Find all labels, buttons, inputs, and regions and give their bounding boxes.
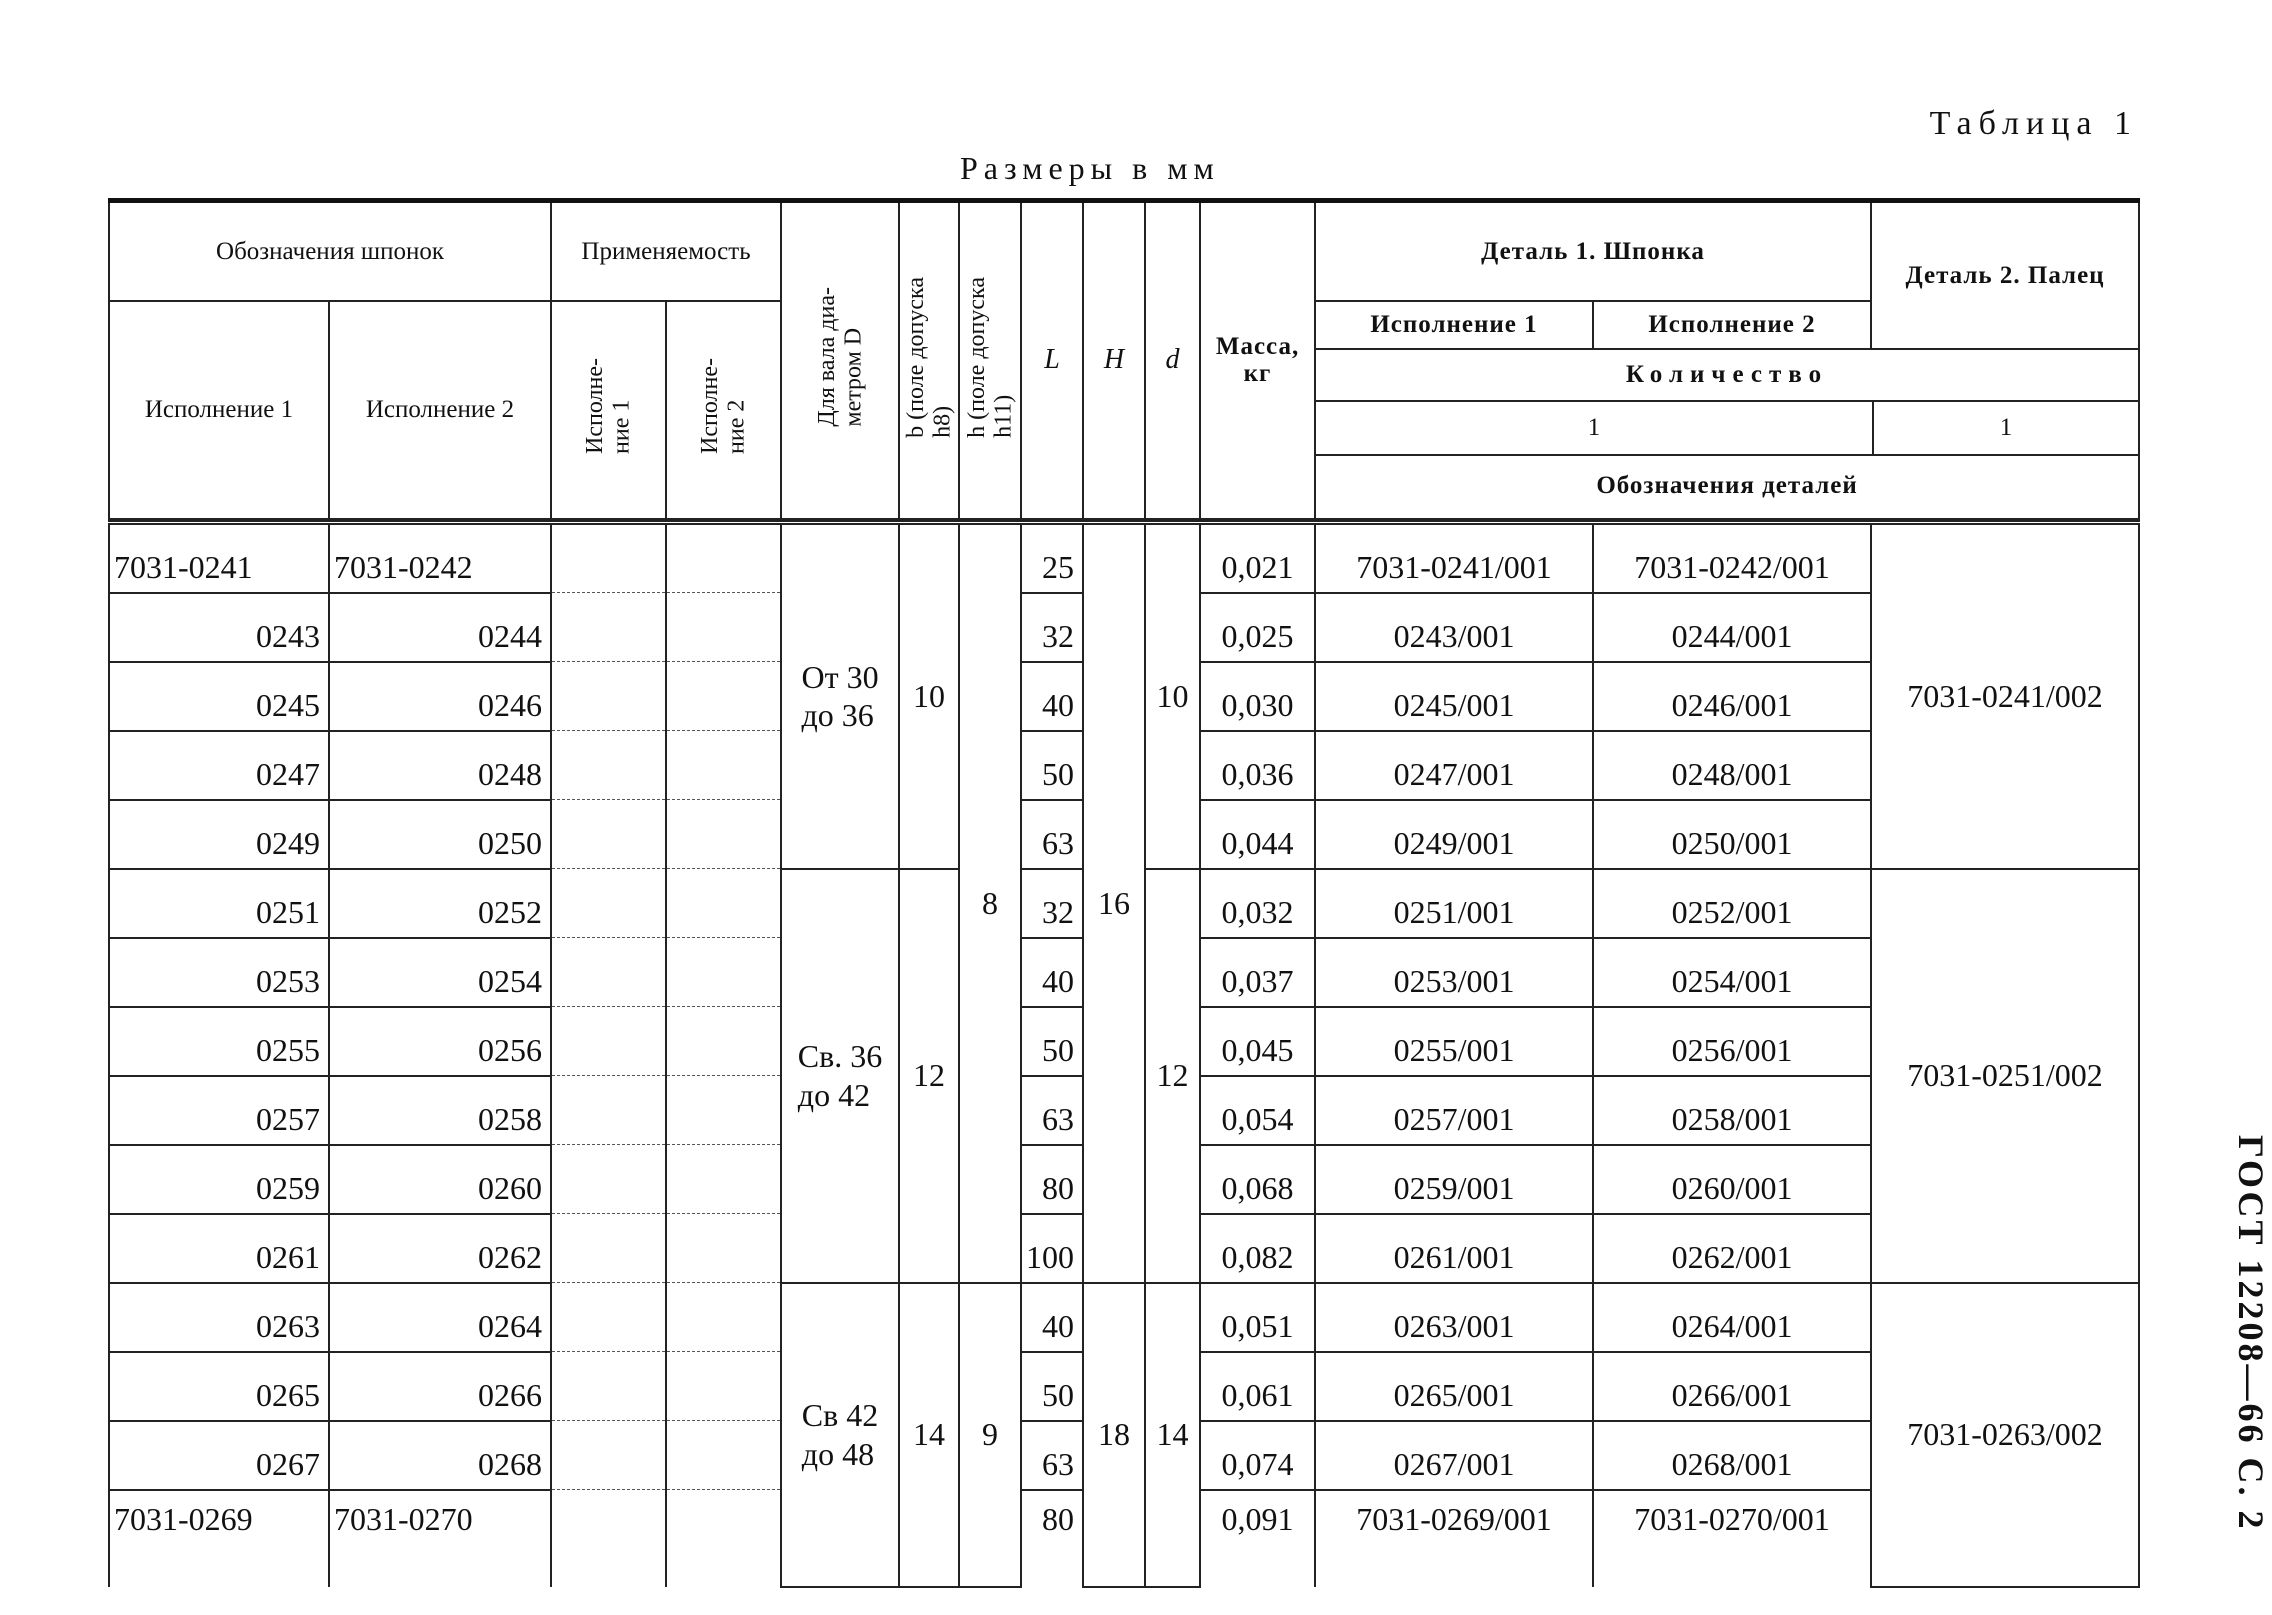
d-value: 10 — [1145, 522, 1200, 869]
applicability-v2 — [666, 522, 781, 593]
mass-value: 0,091 — [1200, 1490, 1315, 1587]
part1-designation: 0259/001 — [1315, 1145, 1593, 1214]
part1-designation: 0249/001 — [1315, 800, 1593, 869]
L-value: 63 — [1021, 1421, 1083, 1490]
designation-v1: 0251 — [109, 869, 329, 938]
applicability-v2 — [666, 1007, 781, 1076]
shaft-diameter — [781, 522, 899, 869]
applicability-v2 — [666, 800, 781, 869]
part1-v2-designation: 7031-0270/001 — [1593, 1490, 1871, 1587]
part1-designation: 0263/001 — [1315, 1283, 1593, 1352]
applicability-v1 — [551, 1007, 666, 1076]
header-mass: Масса, кг — [1200, 201, 1315, 519]
designation-v2: 0244 — [329, 593, 551, 662]
part1-designation: 0251/001 — [1315, 869, 1593, 938]
designation-v1: 7031-0241 — [109, 522, 329, 593]
shaft-diameter — [781, 1283, 899, 1587]
part1-designation: 0255/001 — [1315, 1007, 1593, 1076]
part1-v2-designation: 0252/001 — [1593, 869, 1871, 938]
designation-v1: 7031-0269 — [109, 1490, 329, 1587]
mass-value: 0,051 — [1200, 1283, 1315, 1352]
applicability-v1 — [551, 593, 666, 662]
header-h: h (поле допуска h11) — [959, 201, 1021, 519]
applicability-v1 — [551, 662, 666, 731]
L-value: 40 — [1021, 1283, 1083, 1352]
L-value: 50 — [1021, 731, 1083, 800]
part1-v2-designation: 0260/001 — [1593, 1145, 1871, 1214]
applicability-v1 — [551, 1421, 666, 1490]
part1-v2-designation: 0262/001 — [1593, 1214, 1871, 1283]
designation-v2: 0268 — [329, 1421, 551, 1490]
part1-v2-designation: 0256/001 — [1593, 1007, 1871, 1076]
designation-v1: 0245 — [109, 662, 329, 731]
mass-value: 0,032 — [1200, 869, 1315, 938]
part1-designation: 0265/001 — [1315, 1352, 1593, 1421]
designation-v1: 0249 — [109, 800, 329, 869]
applicability-v1 — [551, 1490, 666, 1587]
standard-side-label: ГОСТ 12208—66 С. 2 — [2231, 1135, 2271, 1532]
part1-designation: 0261/001 — [1315, 1214, 1593, 1283]
designation-v2: 0246 — [329, 662, 551, 731]
header-part1-v1: Исполнение 1 — [1315, 301, 1593, 349]
applicability-v2 — [666, 1283, 781, 1352]
L-value: 40 — [1021, 938, 1083, 1007]
b-value: 12 — [899, 869, 959, 1283]
designation-v1: 0267 — [109, 1421, 329, 1490]
d-value: 12 — [1145, 869, 1200, 1283]
designation-v1: 0255 — [109, 1007, 329, 1076]
header-part2: Деталь 2. Палец — [1871, 201, 2139, 349]
header-part-designations: Обозначения деталей — [1596, 471, 1858, 499]
mass-value: 0,030 — [1200, 662, 1315, 731]
header-quantity-block — [1315, 349, 2139, 519]
applicability-v2 — [666, 869, 781, 938]
applicability-v1 — [551, 1283, 666, 1352]
header-b: b (поле допуска h8) — [899, 201, 959, 519]
header-appl-v2: Исполне- ние 2 — [666, 301, 781, 519]
L-value: 40 — [1021, 662, 1083, 731]
applicability-v1 — [551, 800, 666, 869]
designation-v1: 0257 — [109, 1076, 329, 1145]
part1-designation: 0245/001 — [1315, 662, 1593, 731]
L-value: 32 — [1021, 869, 1083, 938]
part1-v2-designation: 7031-0242/001 — [1593, 522, 1871, 593]
mass-value: 0,037 — [1200, 938, 1315, 1007]
header-quantity: Количество — [1316, 350, 2138, 402]
shaft-diameter — [781, 869, 899, 1283]
applicability-v2 — [666, 1352, 781, 1421]
designation-v2: 7031-0270 — [329, 1490, 551, 1587]
shaft-diameter-text: От 30 до 36 — [801, 658, 879, 733]
H-value: 18 — [1083, 1283, 1145, 1587]
applicability-v1 — [551, 731, 666, 800]
mass-value: 0,044 — [1200, 800, 1315, 869]
header-part1: Деталь 1. Шпонка — [1315, 201, 1871, 301]
finger-designation: 7031-0263/002 — [1871, 1283, 2139, 1587]
designation-v2: 7031-0242 — [329, 522, 551, 593]
header-designation: Обозначения шпонок — [109, 201, 551, 301]
applicability-v2 — [666, 593, 781, 662]
part1-v2-designation: 0268/001 — [1593, 1421, 1871, 1490]
L-value: 63 — [1021, 800, 1083, 869]
designation-v2: 0250 — [329, 800, 551, 869]
mass-value: 0,036 — [1200, 731, 1315, 800]
designation-v2: 0260 — [329, 1145, 551, 1214]
table-row — [109, 522, 2139, 593]
applicability-v2 — [666, 731, 781, 800]
header-shaft-diameter: Для вала диа- метром D — [781, 201, 899, 519]
applicability-v2 — [666, 1214, 781, 1283]
designation-v1: 0253 — [109, 938, 329, 1007]
part1-v2-designation: 0246/001 — [1593, 662, 1871, 731]
applicability-v1 — [551, 1352, 666, 1421]
finger-designation: 7031-0241/002 — [1871, 522, 2139, 869]
part1-designation: 0247/001 — [1315, 731, 1593, 800]
table-caption: Размеры в мм — [960, 150, 1220, 186]
part1-designation: 0243/001 — [1315, 593, 1593, 662]
designation-v2: 0266 — [329, 1352, 551, 1421]
header-applicability: Применяемость — [551, 201, 781, 301]
shaft-diameter-text: Св. 36 до 42 — [797, 1038, 883, 1113]
h-value: 9 — [959, 1283, 1021, 1587]
applicability-v2 — [666, 1076, 781, 1145]
designation-v2: 0254 — [329, 938, 551, 1007]
designation-v1: 0243 — [109, 593, 329, 662]
applicability-v2 — [666, 1145, 781, 1214]
header-part1-v2: Исполнение 2 — [1593, 301, 1871, 349]
header-appl-v1: Исполне- ние 1 — [551, 301, 666, 519]
designation-v2: 0256 — [329, 1007, 551, 1076]
L-value: 50 — [1021, 1007, 1083, 1076]
applicability-v1 — [551, 1145, 666, 1214]
mass-value: 0,061 — [1200, 1352, 1315, 1421]
table-label: Таблица 1 — [1929, 105, 2138, 142]
designation-v1: 0263 — [109, 1283, 329, 1352]
applicability-v1 — [551, 1214, 666, 1283]
applicability-v2 — [666, 662, 781, 731]
d-value: 14 — [1145, 1283, 1200, 1587]
L-value: 32 — [1021, 593, 1083, 662]
designation-v2: 0264 — [329, 1283, 551, 1352]
mass-value: 0,045 — [1200, 1007, 1315, 1076]
h-value: 8 — [959, 522, 1021, 1283]
dimensions-table — [108, 198, 2140, 1588]
part1-designation: 7031-0269/001 — [1315, 1490, 1593, 1587]
b-value: 14 — [899, 1283, 959, 1587]
designation-v1: 0247 — [109, 731, 329, 800]
shaft-diameter-text: Св 42 до 48 — [801, 1397, 879, 1472]
header-qty1: 1 — [1316, 402, 1874, 454]
designation-v1: 0265 — [109, 1352, 329, 1421]
part1-v2-designation: 0264/001 — [1593, 1283, 1871, 1352]
applicability-v1 — [551, 1076, 666, 1145]
header-H: H — [1083, 201, 1145, 519]
designation-v2: 0258 — [329, 1076, 551, 1145]
b-value: 10 — [899, 522, 959, 869]
part1-v2-designation: 0250/001 — [1593, 800, 1871, 869]
header-d: d — [1145, 201, 1200, 519]
mass-value: 0,021 — [1200, 522, 1315, 593]
header-version1: Исполнение 1 — [109, 301, 329, 519]
L-value: 50 — [1021, 1352, 1083, 1421]
L-value: 80 — [1021, 1145, 1083, 1214]
header-version2: Исполнение 2 — [329, 301, 551, 519]
designation-v1: 0261 — [109, 1214, 329, 1283]
part1-designation: 0253/001 — [1315, 938, 1593, 1007]
table-body — [109, 522, 2139, 1587]
applicability-v1 — [551, 869, 666, 938]
mass-value: 0,054 — [1200, 1076, 1315, 1145]
L-value: 100 — [1021, 1214, 1083, 1283]
part1-v2-designation: 0266/001 — [1593, 1352, 1871, 1421]
applicability-v1 — [551, 938, 666, 1007]
designation-v1: 0259 — [109, 1145, 329, 1214]
L-value: 80 — [1021, 1490, 1083, 1587]
part1-v2-designation: 0244/001 — [1593, 593, 1871, 662]
part1-designation: 7031-0241/001 — [1315, 522, 1593, 593]
mass-value: 0,074 — [1200, 1421, 1315, 1490]
H-value: 16 — [1083, 522, 1145, 1283]
part1-v2-designation: 0254/001 — [1593, 938, 1871, 1007]
part1-designation: 0267/001 — [1315, 1421, 1593, 1490]
designation-v2: 0252 — [329, 869, 551, 938]
part1-designation: 0257/001 — [1315, 1076, 1593, 1145]
designation-v2: 0248 — [329, 731, 551, 800]
applicability-v1 — [551, 522, 666, 593]
applicability-v2 — [666, 1490, 781, 1587]
mass-value: 0,025 — [1200, 593, 1315, 662]
mass-value: 0,068 — [1200, 1145, 1315, 1214]
part1-v2-designation: 0248/001 — [1593, 731, 1871, 800]
applicability-v2 — [666, 938, 781, 1007]
finger-designation: 7031-0251/002 — [1871, 869, 2139, 1283]
designation-v2: 0262 — [329, 1214, 551, 1283]
applicability-v2 — [666, 1421, 781, 1490]
header-qty2: 1 — [1999, 413, 2013, 441]
L-value: 63 — [1021, 1076, 1083, 1145]
part1-v2-designation: 0258/001 — [1593, 1076, 1871, 1145]
mass-value: 0,082 — [1200, 1214, 1315, 1283]
header-L: L — [1021, 201, 1083, 519]
table-row — [109, 1283, 2139, 1352]
L-value: 25 — [1021, 522, 1083, 593]
